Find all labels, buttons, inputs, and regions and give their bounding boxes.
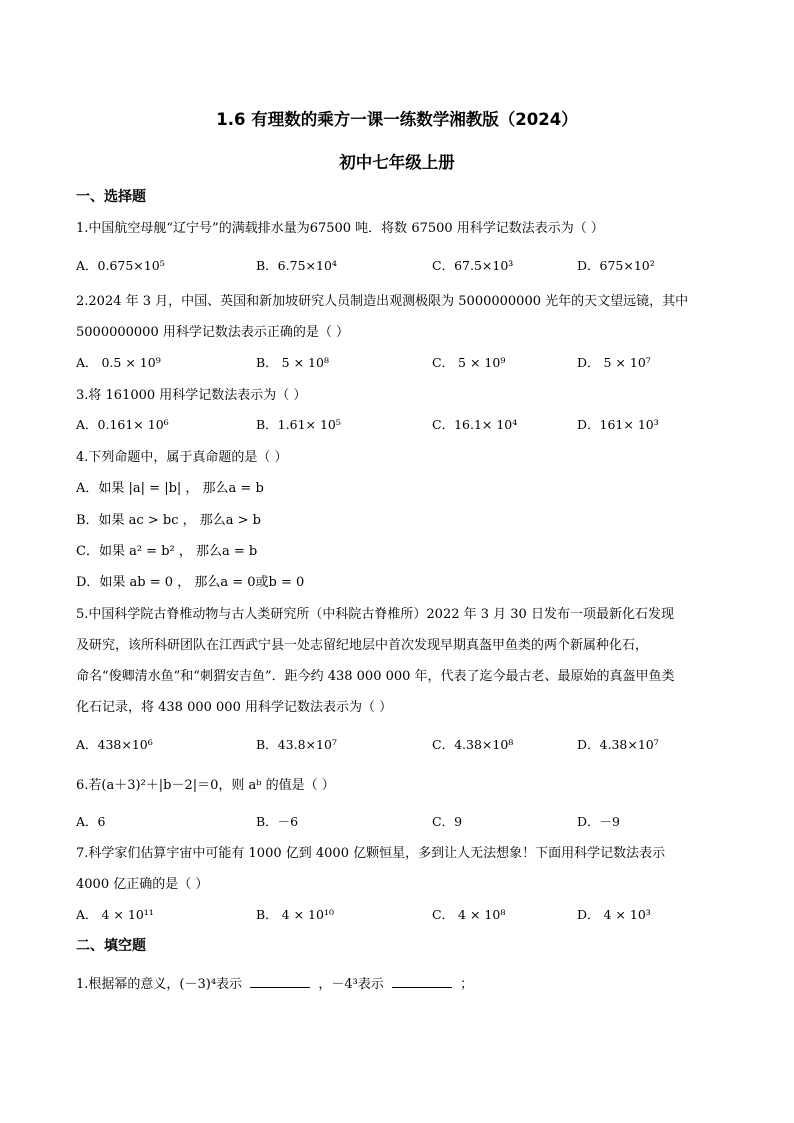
q7-stem-line1: 7.科学家们估算宇宙中可能有 1000 亿到 4000 亿颗恒星，多到让人无法想象！下面用科学记数法表示 — [76, 846, 666, 861]
q3-option-a: A．0.161× 10⁶ — [76, 417, 169, 432]
q4-option-b: B．如果 ac > bc ， 那么a > b — [76, 513, 261, 528]
q1-option-c: C．67.5×10³ — [432, 258, 514, 273]
q5-option-b: B．43.8×10⁷ — [256, 737, 337, 752]
q4-option-a: A．如果 |a| = |b| ， 那么a = b — [76, 481, 264, 496]
q3-option-c: C．16.1× 10⁴ — [432, 417, 518, 432]
q1-option-b: B．6.75×10⁴ — [256, 258, 337, 273]
q6-option-c: C．9 — [432, 814, 463, 829]
q6-option-b: B．－6 — [256, 814, 299, 829]
q5-stem-line1: 5.中国科学院古脊椎动物与古人类研究所（中科院古脊椎所）2022 年 3 月 30 日发布一项最新化石发现 — [76, 607, 674, 622]
q7-option-b: B． 4 × 10¹⁰ — [256, 907, 334, 922]
fill1-question — [76, 973, 473, 992]
fill1-text-part2: ，－4³表示 — [318, 977, 384, 992]
q1-option-d: D．675×10² — [577, 258, 655, 273]
q7-stem-line2: 4000 亿正确的是（ ） — [76, 877, 209, 892]
q2-stem-line2: 5000000000 用科学记数法表示正确的是（ ） — [76, 325, 349, 340]
subtitle: 初中七年级上册 — [339, 153, 455, 172]
q2-option-c: C． 5 × 10⁹ — [432, 355, 506, 370]
q5-option-a: A．438×10⁶ — [76, 737, 153, 752]
q6-option-d: D．－9 — [577, 814, 620, 829]
q2-stem-line1: 2.2024 年 3 月，中国、英国和新加坡研究人员制造出观测极限为 5000000000 光年的天文望远镜，其中 — [76, 294, 689, 309]
q4-option-d: D．如果 ab = 0 ， 那么a = 0或b = 0 — [76, 575, 305, 590]
q1-stem: 1.中国航空母舰“辽宁号”的满载排水量为67500 吨．将数 67500 用科学记数法表示为（ ） — [76, 221, 604, 236]
section-fill: 二、填空题 — [76, 938, 146, 954]
q3-option-b: B．1.61× 10⁵ — [256, 417, 341, 432]
q5-stem-line4: 化石记录，将 438 000 000 用科学记数法表示为（ ） — [76, 700, 393, 715]
q5-option-d: D．4.38×10⁷ — [577, 737, 659, 752]
q5-option-c: C．4.38×10⁸ — [432, 737, 514, 752]
q2-option-b: B． 5 × 10⁸ — [256, 355, 329, 370]
q3-stem: 3.将 161000 用科学记数法表示为（ ） — [76, 388, 307, 403]
fill1-text-part1: 1.根据幂的意义，(－3)⁴表示 — [76, 977, 243, 992]
q5-stem-line2: 及研究，该所科研团队在江西武宁县一处志留纪地层中首次发现早期真盔甲鱼类的两个新属种化石， — [76, 638, 649, 653]
q5-stem-line3: 命名“俊卿清水鱼”和“刺猬安吉鱼”．距今约 438 000 000 年，代表了迄今最古老、最原始的真盔甲鱼类 — [76, 669, 675, 684]
q1-option-a: A．0.675×10⁵ — [76, 258, 165, 273]
q4-stem: 4.下列命题中，属于真命题的是（ ） — [76, 450, 288, 465]
q6-stem: 6.若(a＋3)²＋|b－2|＝0，则 aᵇ 的值是（ ） — [76, 778, 335, 793]
title: 1.6 有理数的乘方一课一练数学湘教版（2024） — [216, 110, 578, 129]
fill1-blank-1[interactable] — [250, 975, 310, 988]
q7-option-c: C． 4 × 10⁸ — [432, 907, 506, 922]
q7-option-a: A． 4 × 10¹¹ — [76, 907, 154, 922]
q3-option-d: D．161× 10³ — [577, 417, 659, 432]
q7-option-d: D． 4 × 10³ — [577, 907, 651, 922]
fill1-text-part3: ； — [460, 977, 474, 992]
q4-option-c: C．如果 a² = b² ， 那么a = b — [76, 544, 258, 559]
q6-option-a: A．6 — [76, 814, 106, 829]
q2-option-d: D． 5 × 10⁷ — [577, 355, 651, 370]
q2-option-a: A． 0.5 × 10⁹ — [76, 355, 161, 370]
section-choice: 一、选择题 — [76, 189, 146, 205]
fill1-blank-2[interactable] — [392, 975, 452, 988]
